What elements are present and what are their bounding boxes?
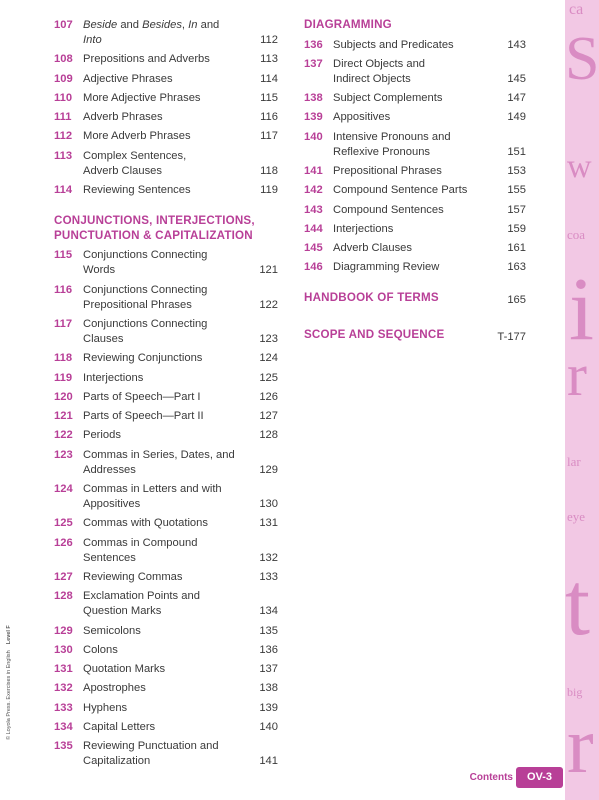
lesson-title-line-1: Conjunctions Connecting — [83, 283, 208, 296]
toc-entry — [54, 409, 278, 424]
lesson-title-line-1: Quotation Marks — [83, 663, 166, 676]
toc-group-diagramming — [304, 38, 526, 276]
toc-entry — [54, 720, 278, 735]
toc-entry — [54, 183, 278, 198]
strip-glyph: w — [567, 148, 592, 185]
lesson-title-line-1: Compound Sentences — [333, 203, 444, 216]
scope-row — [304, 325, 526, 343]
lesson-title — [83, 149, 278, 179]
lesson-number: 143 — [304, 203, 323, 216]
lesson-title — [83, 91, 278, 106]
lesson-title-line-2: Appositives — [83, 498, 141, 511]
page-number: 138 — [259, 682, 278, 695]
lesson-title-part: In — [188, 19, 198, 31]
lesson-number: 118 — [54, 352, 73, 365]
lesson-title-line-1: Prepositional Phrases — [333, 164, 442, 177]
page-number: 128 — [259, 429, 278, 442]
lesson-title — [83, 536, 278, 566]
lesson-title-line-1: Reviewing Conjunctions — [83, 352, 203, 365]
page-number: 149 — [507, 111, 526, 124]
lesson-title — [83, 681, 278, 696]
lesson-title — [83, 428, 278, 443]
lesson-title — [333, 241, 526, 256]
page-number: 153 — [507, 164, 526, 177]
lesson-title-line-1: Interjections — [83, 371, 144, 384]
toc-entry — [54, 91, 278, 106]
toc-entry — [54, 283, 278, 313]
toc-entry — [54, 701, 278, 716]
page-number: 116 — [260, 111, 278, 124]
page-number: 155 — [507, 184, 526, 197]
toc-group-punctuation — [54, 248, 278, 769]
lesson-title-line-1: Reviewing Sentences — [83, 184, 191, 197]
lesson-title — [83, 739, 278, 769]
strip-glyph: big — [567, 685, 583, 699]
toc-entry — [54, 390, 278, 405]
lesson-title — [83, 52, 278, 67]
lesson-number: 144 — [304, 222, 323, 235]
lesson-number: 107 — [54, 19, 73, 31]
strip-glyph: coa — [567, 227, 586, 242]
strip-glyph: ca — [569, 1, 584, 18]
lesson-title-line-1: More Adjective Phrases — [83, 91, 201, 104]
lesson-title — [83, 589, 278, 619]
lesson-number: 112 — [54, 130, 73, 143]
lesson-title — [83, 248, 278, 278]
lesson-number: 113 — [54, 149, 73, 162]
lesson-number: 127 — [54, 570, 73, 583]
section-heading-conjunctions — [54, 214, 278, 243]
toc-entry — [54, 149, 278, 179]
toc-entry — [54, 129, 278, 144]
lesson-title-line-2: Question Marks — [83, 605, 162, 618]
toc-entry — [304, 241, 526, 256]
lesson-number: 138 — [304, 92, 323, 105]
lesson-number: 108 — [54, 53, 73, 66]
lesson-number: 145 — [304, 242, 323, 255]
lesson-title — [83, 701, 278, 716]
page-number: 119 — [260, 184, 278, 197]
toc-entry — [54, 448, 278, 478]
lesson-title — [83, 283, 278, 313]
lesson-number: 125 — [54, 517, 73, 530]
lesson-title-part: Besides — [142, 19, 182, 31]
lesson-title-line-1: Adjective Phrases — [83, 72, 173, 85]
toc-entry — [304, 110, 526, 125]
toc-entry — [54, 72, 278, 87]
spine-credit — [6, 625, 12, 740]
left-column — [54, 18, 278, 774]
lesson-title — [83, 183, 278, 198]
lesson-title — [83, 72, 278, 87]
lesson-title — [83, 624, 278, 639]
lesson-title-part: and — [197, 19, 220, 31]
lesson-number: 137 — [304, 57, 323, 70]
lesson-number: 120 — [54, 390, 73, 403]
lesson-number: 128 — [54, 590, 73, 603]
page-number: 136 — [259, 643, 278, 656]
lesson-number: 119 — [54, 371, 73, 384]
toc-entry — [54, 624, 278, 639]
toc-entry — [304, 91, 526, 106]
toc-entry — [54, 681, 278, 696]
lesson-title-line-1: Subjects and Predicates — [333, 38, 454, 51]
lesson-title — [83, 317, 278, 347]
strip-glyph: t — [565, 555, 591, 654]
page-number: 137 — [259, 663, 278, 676]
toc-entry — [54, 570, 278, 585]
section-heading-line-1: CONJUNCTIONS, INTERJECTIONS, — [54, 214, 255, 228]
lesson-title-part: Beside — [83, 19, 118, 31]
page-number: 132 — [259, 551, 278, 564]
lesson-title-part: and — [117, 19, 143, 31]
lesson-title-line-1: Conjunctions Connecting Clauses — [83, 317, 208, 345]
lesson-title — [83, 720, 278, 735]
lesson-number: 135 — [54, 740, 73, 753]
lesson-title — [333, 203, 526, 218]
strip-glyph: lar — [567, 454, 581, 469]
lesson-title-line-1: Reviewing Commas — [83, 570, 183, 583]
page-number: 122 — [259, 298, 278, 311]
lesson-number: 117 — [54, 317, 73, 330]
lesson-title — [333, 91, 526, 106]
toc-entry — [54, 18, 278, 48]
lesson-title-line-1: Conjunctions Connecting Words — [83, 249, 208, 277]
lesson-title-line-1: Appositives — [333, 111, 391, 124]
lesson-title-line-1: Diagramming Review — [333, 261, 440, 274]
lesson-title-line-2: Addresses — [83, 463, 136, 476]
lesson-number: 133 — [54, 701, 73, 714]
page-number: 114 — [260, 72, 278, 85]
lesson-title-line-1: Hyphens — [83, 701, 128, 714]
lesson-title — [333, 164, 526, 179]
lesson-title-line-2: Indirect Objects — [333, 72, 411, 85]
lesson-title-line-1: More Adverb Phrases — [83, 130, 191, 143]
handbook-page: 165 — [507, 293, 526, 306]
page-number: 125 — [259, 371, 278, 384]
lesson-title — [83, 516, 278, 531]
lesson-title — [83, 482, 278, 512]
lesson-title — [83, 371, 278, 386]
handbook-row — [304, 288, 526, 306]
toc-entry — [54, 351, 278, 366]
toc-entry — [54, 516, 278, 531]
lesson-title-line-1: Semicolons — [83, 624, 141, 637]
page-number: 141 — [259, 755, 278, 768]
lesson-title-line-1: Commas with Quotations — [83, 517, 208, 530]
page-number: 123 — [259, 332, 278, 345]
lesson-title-line-1: Compound Sentence Parts — [333, 184, 468, 197]
page-number: 121 — [259, 264, 278, 277]
lesson-number: 111 — [54, 111, 72, 124]
page-number: 131 — [259, 517, 278, 530]
lesson-title — [333, 38, 526, 53]
page-number: 126 — [259, 390, 278, 403]
lesson-title — [83, 18, 278, 48]
lesson-number: 141 — [304, 164, 323, 177]
lesson-title-line-1: Apostrophes — [83, 682, 146, 695]
page-number: 124 — [259, 352, 278, 365]
strip-glyph: eye — [567, 509, 586, 524]
strip-glyph: r — [567, 342, 587, 408]
page-number: 113 — [260, 53, 278, 66]
toc-entry — [54, 317, 278, 347]
page-number: 163 — [507, 261, 526, 274]
lesson-number: 140 — [304, 130, 323, 143]
lesson-title-line-1: Exclamation Points and — [83, 590, 200, 603]
lesson-title-line-1: Adverb Clauses — [333, 242, 412, 255]
lesson-title-line-2: Reflexive Pronouns — [333, 145, 431, 158]
lesson-title-line-1: Parts of Speech—Part I — [83, 390, 201, 403]
spine-publisher: © Loyola Press. Exercises in English — [6, 650, 12, 740]
toc-entry — [54, 428, 278, 443]
lesson-number: 132 — [54, 682, 73, 695]
toc-entry — [54, 536, 278, 566]
toc-entry — [54, 643, 278, 658]
toc-entry — [304, 38, 526, 53]
lesson-title-line-1: Colons — [83, 643, 118, 656]
page-number: 140 — [259, 721, 278, 734]
lesson-title-line-1: Prepositions and Adverbs — [83, 53, 210, 66]
lesson-title-line-1: Interjections — [333, 222, 394, 235]
strip-glyph: r — [567, 702, 594, 790]
section-heading-diagramming: DIAGRAMMING — [304, 18, 392, 31]
lesson-number: 126 — [54, 536, 73, 549]
lesson-title-line-2: Adverb Clauses — [83, 164, 162, 177]
lesson-number: 123 — [54, 448, 73, 461]
lesson-title — [333, 183, 526, 198]
lesson-title — [83, 390, 278, 405]
toc-group-sentences — [54, 18, 278, 198]
lesson-title-line-2: Capitalization — [83, 755, 151, 768]
decorative-strip — [565, 0, 599, 800]
lesson-number: 131 — [54, 663, 73, 676]
toc-entry — [54, 52, 278, 67]
page-number: 129 — [259, 463, 278, 476]
lesson-title-line-1: Commas in Letters and with — [83, 483, 222, 496]
toc-entry — [304, 164, 526, 179]
lesson-title-line-1: Parts of Speech—Part II — [83, 410, 204, 423]
lesson-title — [333, 260, 526, 275]
page-number: 143 — [507, 38, 526, 51]
lesson-title-line-1: Commas in Series, Dates, and — [83, 448, 235, 461]
lesson-number: 129 — [54, 624, 73, 637]
toc-entry — [304, 203, 526, 218]
toc-entry — [54, 662, 278, 677]
page-number: 159 — [507, 222, 526, 235]
toc-entry — [304, 130, 526, 160]
lesson-number: 122 — [54, 429, 73, 442]
toc-entry — [54, 482, 278, 512]
scope-page: T-177 — [497, 330, 526, 343]
lesson-number: 139 — [304, 111, 323, 124]
scope-heading: SCOPE AND SEQUENCE — [304, 327, 445, 341]
toc-entry — [304, 183, 526, 198]
page-number: 151 — [507, 145, 526, 158]
spine-level: Level F — [6, 625, 12, 645]
lesson-title — [83, 570, 278, 585]
page-number: 135 — [259, 624, 278, 637]
lesson-title-line-1: Direct Objects and — [333, 57, 426, 70]
lesson-title — [83, 409, 278, 424]
lesson-title-part: , — [181, 19, 189, 31]
strip-glyph: S — [565, 25, 599, 93]
section-heading-line-2: PUNCTUATION & CAPITALIZATION — [54, 228, 253, 242]
lesson-title — [333, 110, 526, 125]
lesson-title — [83, 448, 278, 478]
toc-entry — [54, 248, 278, 278]
page-number: 112 — [260, 34, 278, 46]
lesson-title — [333, 57, 526, 87]
page-number: 118 — [260, 164, 278, 177]
lesson-number: 121 — [54, 410, 73, 423]
lesson-number: 134 — [54, 721, 73, 734]
lesson-number: 115 — [54, 249, 73, 262]
lesson-title-line-1: Capital Letters — [83, 721, 156, 734]
lesson-number: 114 — [54, 184, 73, 197]
page-number: 130 — [259, 498, 278, 511]
lesson-title — [83, 129, 278, 144]
page-number: 134 — [259, 605, 278, 618]
page-number: 147 — [507, 92, 526, 105]
lesson-title — [333, 222, 526, 237]
page-number: 127 — [259, 410, 278, 423]
lesson-title — [83, 110, 278, 125]
lesson-title-line-1: Complex Sentences, — [83, 149, 187, 162]
footer-label: Contents — [469, 772, 513, 783]
page-badge: OV-3 — [516, 767, 563, 788]
strip-glyph: i — [569, 260, 595, 359]
lesson-number: 109 — [54, 72, 73, 85]
lesson-number: 130 — [54, 643, 73, 656]
toc-entry — [54, 589, 278, 619]
lesson-number: 124 — [54, 483, 73, 496]
lesson-title-line-1: Adverb Phrases — [83, 111, 163, 124]
page-number: 157 — [507, 203, 526, 216]
toc-entry — [304, 57, 526, 87]
lesson-title — [333, 130, 526, 160]
lesson-title-line-1: Commas in Compound Sentences — [83, 536, 198, 564]
page-number: 145 — [507, 72, 526, 85]
lesson-title — [83, 351, 278, 366]
toc-entry — [304, 260, 526, 275]
lesson-number: 136 — [304, 38, 323, 51]
lesson-title-line-2: Prepositional Phrases — [83, 298, 192, 311]
toc-entry — [54, 739, 278, 769]
lesson-number: 116 — [54, 283, 73, 296]
handbook-heading: HANDBOOK OF TERMS — [304, 290, 439, 304]
page-number: 115 — [260, 91, 278, 104]
lesson-title-line-1: Subject Complements — [333, 92, 443, 105]
lesson-title-line-1: Reviewing Punctuation and — [83, 740, 219, 753]
lesson-title-line-1: Intensive Pronouns and — [333, 130, 451, 143]
lesson-title — [83, 643, 278, 658]
lesson-number: 110 — [54, 91, 73, 104]
lesson-number: 146 — [304, 261, 323, 274]
right-column — [304, 18, 526, 343]
lesson-title-part: Into — [83, 34, 102, 46]
toc-entry — [54, 110, 278, 125]
toc-entry — [304, 222, 526, 237]
page-number: 117 — [260, 130, 278, 143]
page-number: 139 — [259, 701, 278, 714]
lesson-number: 142 — [304, 184, 323, 197]
lesson-title-line-1: Periods — [83, 429, 121, 442]
toc-entry — [54, 371, 278, 386]
page-number: 161 — [507, 242, 526, 255]
page-number: 133 — [259, 570, 278, 583]
lesson-title — [83, 662, 278, 677]
